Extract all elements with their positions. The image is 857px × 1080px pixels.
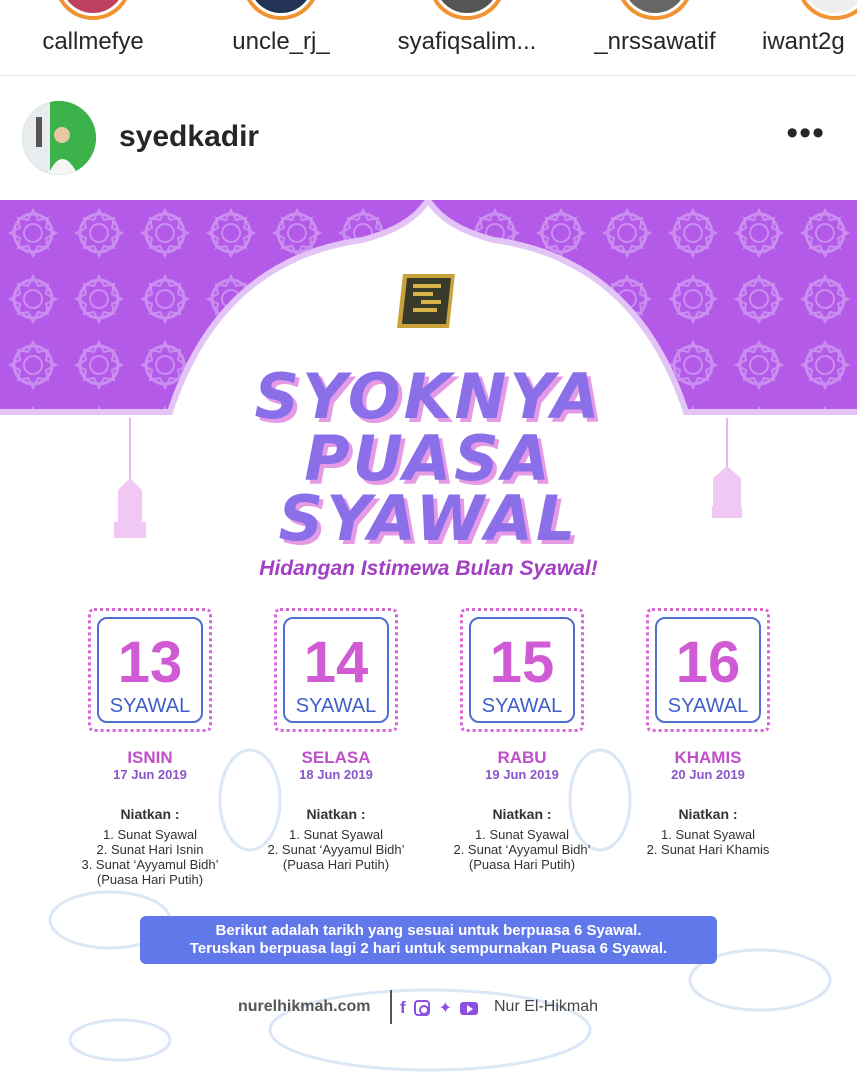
footer-divider bbox=[390, 990, 392, 1024]
date-box bbox=[97, 617, 203, 723]
month-label: SYAWAL bbox=[295, 695, 377, 717]
facebook-icon: f bbox=[400, 998, 406, 1017]
notice-line-1: Berikut adalah tarikh yang sesuai untuk berpuasa 6 Syawal. bbox=[215, 922, 642, 939]
date-box bbox=[283, 617, 389, 723]
intent-heading: Niatkan : bbox=[492, 806, 552, 822]
post-header bbox=[0, 76, 857, 200]
intent-heading: Niatkan : bbox=[678, 806, 738, 822]
story-ring bbox=[428, 0, 506, 20]
website-label: nurelhikmah.com bbox=[238, 998, 371, 1015]
post-username[interactable]: syedkadir bbox=[119, 120, 260, 153]
date-box-frame bbox=[274, 608, 398, 732]
story-username: syafiqsalim... bbox=[397, 28, 537, 55]
story-username: uncle_rj_ bbox=[232, 28, 330, 55]
notice-banner bbox=[140, 916, 717, 964]
intent-item: 1. Sunat Syawal bbox=[661, 827, 755, 842]
date-box-frame bbox=[646, 608, 770, 732]
month-label: SYAWAL bbox=[109, 695, 191, 717]
intent-list bbox=[596, 827, 820, 857]
story-username: callmefye bbox=[42, 28, 144, 55]
image-footer bbox=[0, 990, 857, 1030]
weekday-label: RABU bbox=[497, 748, 547, 767]
intent-heading: Niatkan : bbox=[306, 806, 366, 822]
date-box bbox=[655, 617, 761, 723]
month-label: SYAWAL bbox=[481, 695, 563, 717]
intent-item: 2. Sunat ‘Ayyamul Bidh’ bbox=[267, 842, 405, 857]
gregorian-date: 18 Jun 2019 bbox=[299, 767, 373, 782]
twitter-icon: ✦ bbox=[438, 1000, 452, 1017]
intent-item: 1. Sunat Syawal bbox=[289, 827, 383, 842]
subtitle: Hidangan Istimewa Bulan Syawal! bbox=[259, 557, 598, 580]
intent-item: 2. Sunat Hari Isnin bbox=[96, 842, 204, 857]
post-image[interactable] bbox=[0, 200, 857, 1080]
brand-logo bbox=[393, 270, 459, 332]
day-number: 14 bbox=[303, 630, 369, 695]
stories-row bbox=[0, 0, 857, 76]
social-icons bbox=[400, 998, 482, 1018]
story-ring bbox=[796, 0, 857, 20]
intent-item: 2. Sunat Hari Khamis bbox=[646, 842, 770, 857]
month-label: SYAWAL bbox=[667, 695, 749, 717]
headline-line-3: SYAWAL bbox=[278, 482, 579, 555]
headline-line-1: SYOKNYA bbox=[254, 360, 603, 433]
weekday-label: SELASA bbox=[301, 748, 371, 767]
intent-item: 2. Sunat ‘Ayyamul Bidh’ bbox=[453, 842, 591, 857]
intent-item: 1. Sunat Syawal bbox=[103, 827, 197, 842]
intent-item: 1. Sunat Syawal bbox=[475, 827, 569, 842]
day-number: 13 bbox=[117, 630, 183, 695]
intent-item: 3. Sunat ‘Ayyamul Bidh’ bbox=[81, 857, 219, 872]
brand-name: Nur El-Hikmah bbox=[494, 998, 599, 1015]
weekday-label: ISNIN bbox=[127, 748, 173, 767]
avatar[interactable] bbox=[22, 101, 96, 175]
notice-line-2: Teruskan berpuasa lagi 2 hari untuk sempurnakan Puasa 6 Syawal. bbox=[189, 940, 668, 957]
instagram-icon bbox=[414, 1000, 430, 1016]
story-ring bbox=[242, 0, 320, 20]
story-ring bbox=[616, 0, 694, 20]
story-username: iwant2g bbox=[762, 28, 845, 55]
avatar-photo bbox=[22, 101, 96, 175]
date-box-frame bbox=[460, 608, 584, 732]
day-number: 16 bbox=[675, 630, 741, 695]
intent-item: (Puasa Hari Putih) bbox=[96, 872, 204, 887]
gregorian-date: 17 Jun 2019 bbox=[113, 767, 187, 782]
youtube-icon bbox=[460, 1002, 478, 1015]
intent-heading: Niatkan : bbox=[120, 806, 180, 822]
intent-item: (Puasa Hari Putih) bbox=[468, 857, 576, 872]
headline-line-2: PUASA bbox=[304, 422, 553, 495]
intent-item: (Puasa Hari Putih) bbox=[282, 857, 390, 872]
day-cards bbox=[0, 608, 857, 908]
date-box-frame bbox=[88, 608, 212, 732]
day-number: 15 bbox=[489, 630, 555, 695]
story-username: _nrssawatif bbox=[594, 28, 716, 55]
date-box bbox=[469, 617, 575, 723]
more-options-icon[interactable]: ••• bbox=[786, 114, 825, 152]
gregorian-date: 19 Jun 2019 bbox=[485, 767, 559, 782]
story-ring bbox=[54, 0, 132, 20]
weekday-label: KHAMIS bbox=[674, 748, 742, 767]
gregorian-date: 20 Jun 2019 bbox=[671, 767, 745, 782]
